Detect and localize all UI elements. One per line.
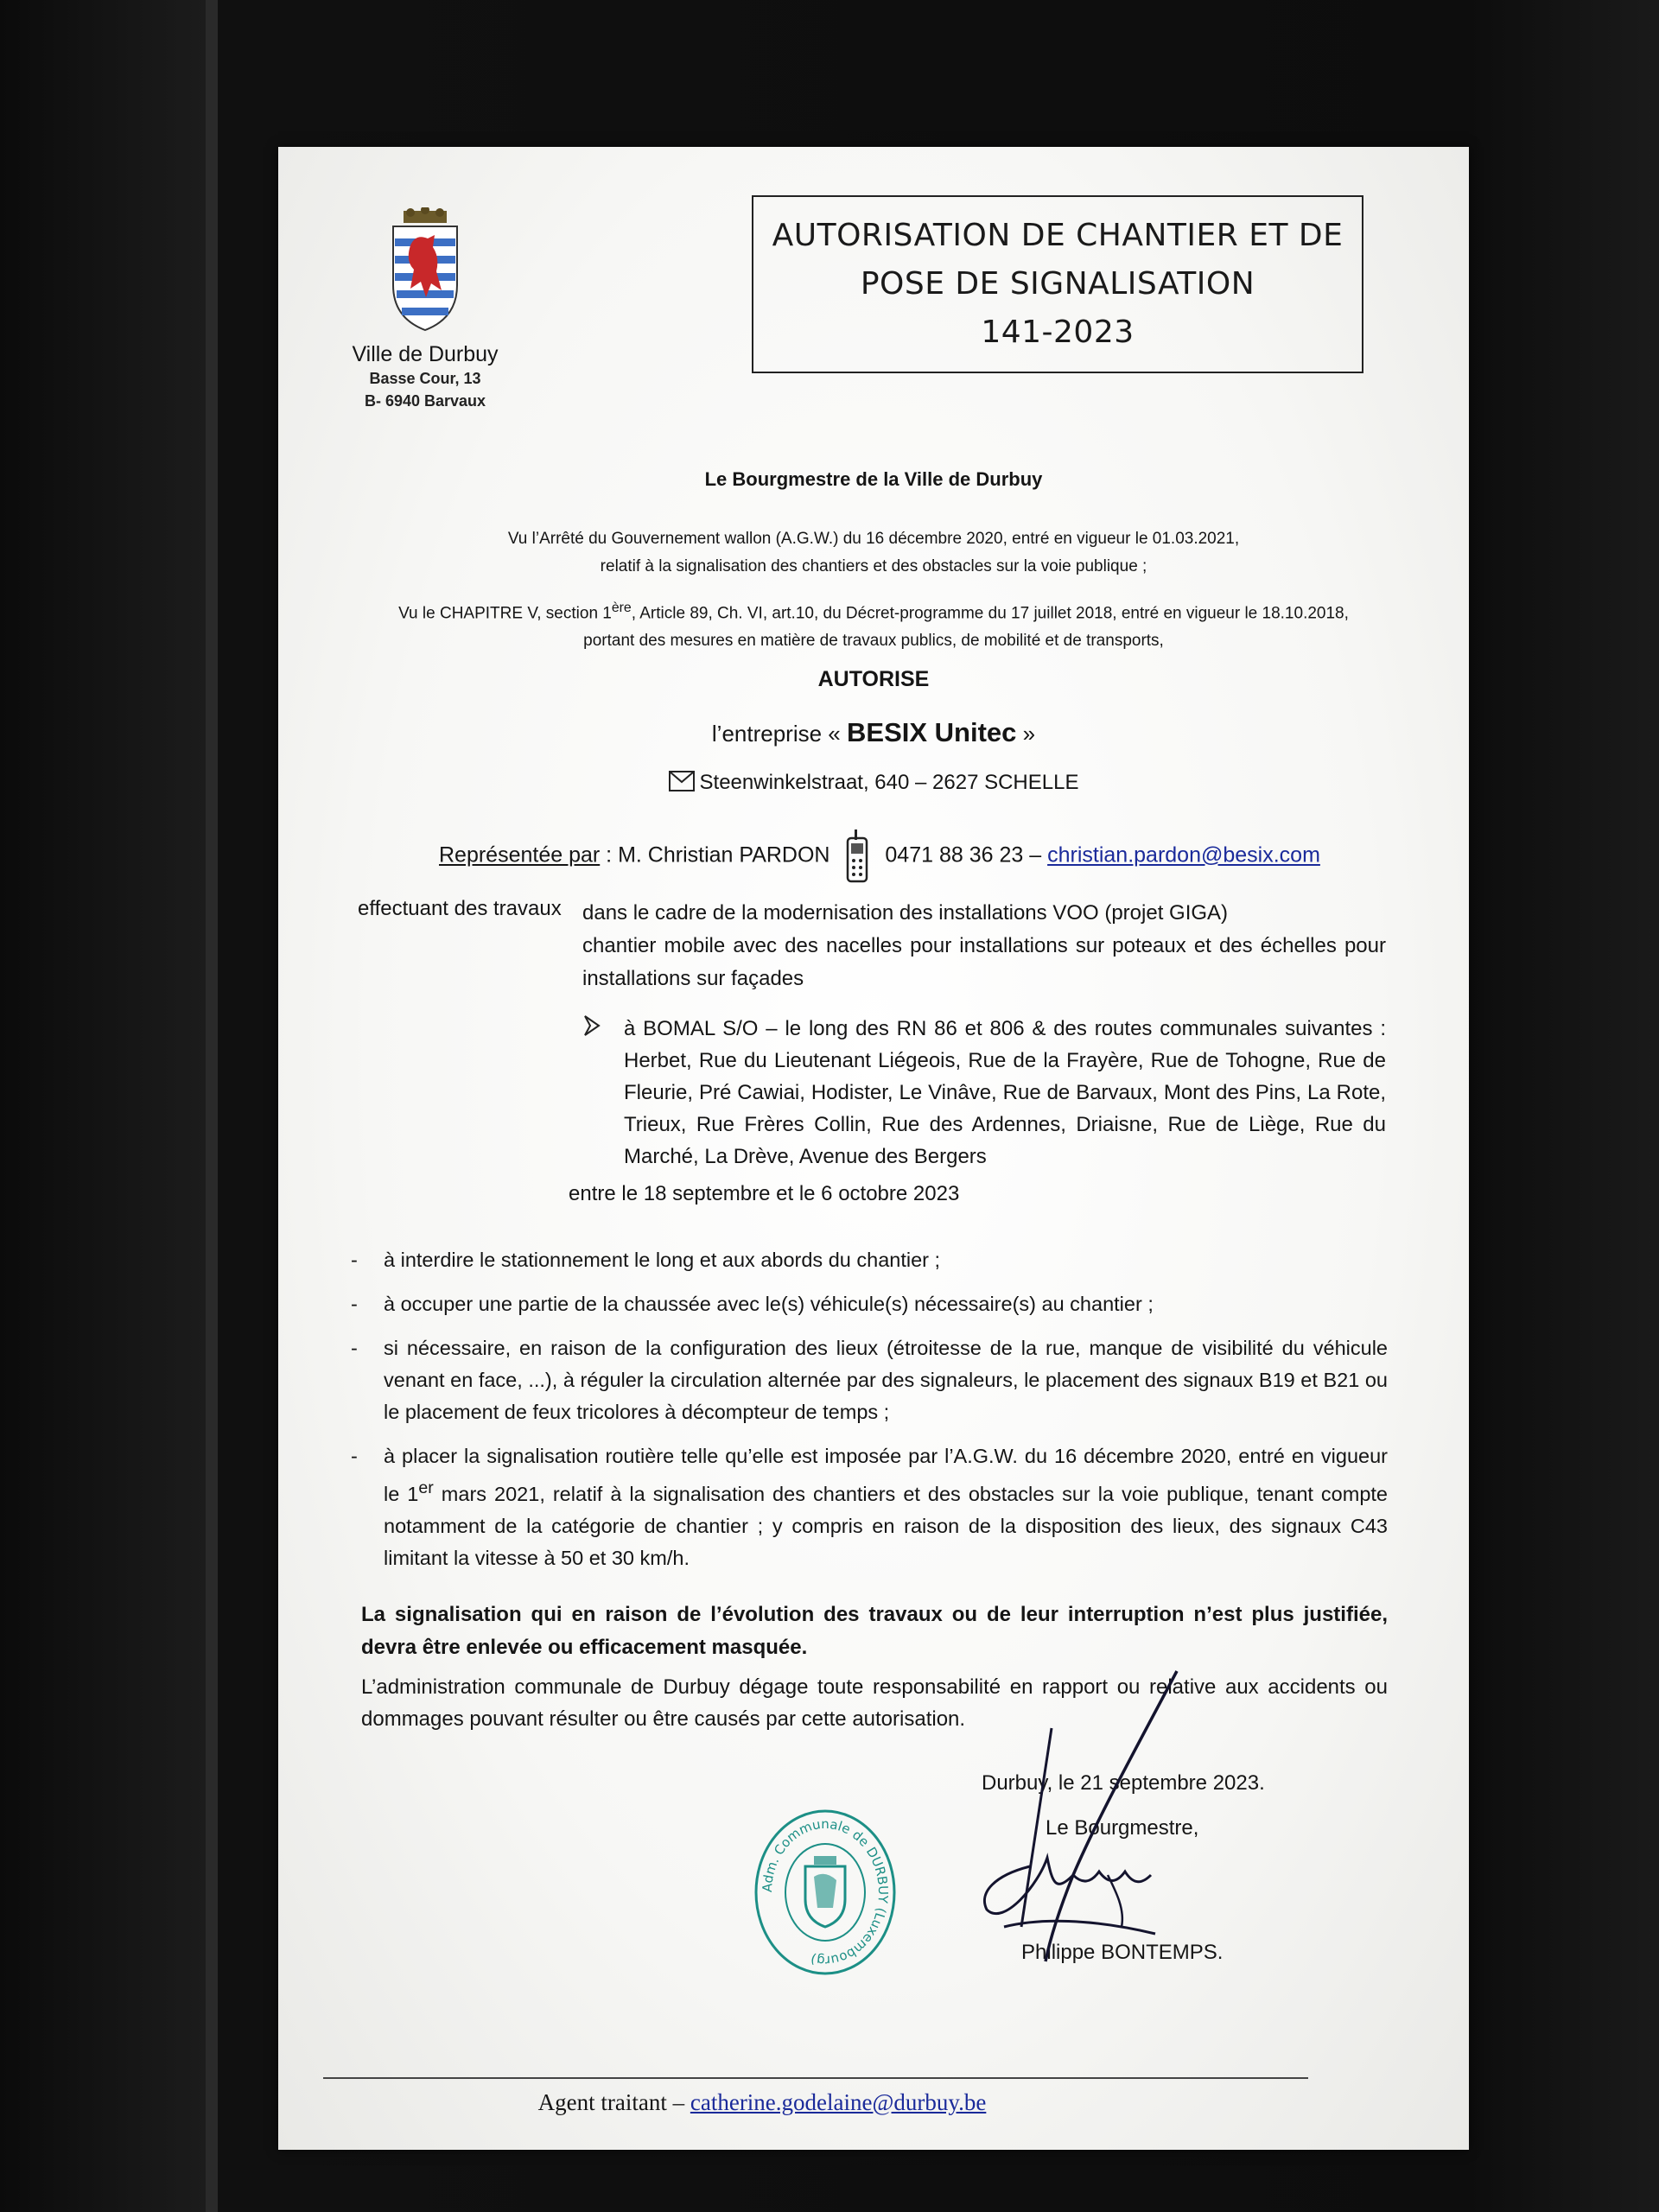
- signage-removal-notice: La signalisation qui en raison de l’évolution des travaux ou de leur interruption n’est plus justifiée, devra être enlevée ou efficacement masquée.: [361, 1603, 1388, 1659]
- town-address-line2: B- 6940 Barvaux: [364, 392, 486, 410]
- coat-of-arms-icon: [386, 207, 464, 337]
- measure4-pre: à placer la signalisation routière telle qu’elle est imposée par l’A.G.W. du 16 décembre 2020, entré en vigueur le 1: [384, 1445, 1388, 1505]
- document-title-box: [752, 195, 1363, 373]
- envelope-icon: [669, 771, 695, 791]
- place-date: Durbuy, le 21 septembre 2023.: [982, 1771, 1265, 1795]
- works-label: effectuant des travaux: [358, 897, 562, 920]
- considerant2-pre: Vu le CHAPITRE V, section 1: [398, 604, 612, 623]
- measure4-post: mars 2021, relatif à la signalisation des chantiers et des obstacles sur la voie publique, tenant compte notamment de la catégorie de chantier ; y compris en raison de la disposition des lieux, des signaux C43 limitant la vitesse à 50 et 30 km/h.: [384, 1482, 1388, 1569]
- location-bullet: [582, 1013, 1386, 1173]
- measure-item: - à occuper une partie de la chaussée avec le(s) véhicule(s) nécessaire(s) au chantier ;: [351, 1288, 1388, 1320]
- footer-divider: [323, 2077, 1308, 2079]
- company-address-line: [278, 771, 1469, 795]
- represented-label: Représentée par: [439, 842, 601, 868]
- location-text: à BOMAL S/O – le long des RN 86 et 806 & des routes communales suivantes : Herbet, Rue du Lieutenant Liégeois, Rue de la Frayère, Rue de Tohogne, Rue de Fleurie, Pré Cawiai, Hodister, Le Vinâve, Rue de Barvaux, Mont des Pins, La Rote, Trieux, Rue Frères Collin, Rue des Ardennes, Driaisne, Rue de Liège, Rue du Marché, La Drève, Avenue des Bergers: [624, 1017, 1386, 1168]
- company-line: [278, 717, 1469, 748]
- footer-email-link[interactable]: catherine.godelaine@durbuy.be: [690, 2089, 987, 2115]
- letterhead: [313, 207, 537, 412]
- company-prefix: l’entreprise: [711, 721, 823, 747]
- handwritten-signature-icon: [969, 1668, 1185, 1970]
- frame-edge: [206, 0, 218, 2212]
- company-open-quote: «: [828, 721, 841, 747]
- authorization-document: [278, 147, 1469, 2150]
- representative-phone: 0471 88 36 23: [885, 842, 1024, 868]
- considerant-agw: [278, 525, 1469, 581]
- measure-item: [351, 1440, 1388, 1574]
- title-line1: AUTORISATION DE CHANTIER ET DE: [772, 218, 1344, 253]
- company-address: Steenwinkelstraat, 640 – 2627 SCHELLE: [699, 771, 1079, 794]
- footer-label: Agent traitant –: [537, 2089, 690, 2115]
- mobile-phone-icon: [846, 830, 868, 883]
- considerant2-line1: [278, 594, 1469, 627]
- measure4-sup: er: [418, 1478, 434, 1497]
- title-number: 141-2023: [981, 315, 1135, 350]
- considerant2-line2: portant des mesures en matière de travaux publics, de mobilité et de transports,: [583, 632, 1164, 651]
- represented-colon: :: [600, 842, 619, 868]
- representative-dash: –: [1023, 842, 1042, 868]
- town-address-line1: Basse Cour, 13: [369, 370, 481, 387]
- municipal-stamp-icon: [752, 1806, 899, 1979]
- measure-item: - à interdire le stationnement le long et aux abords du chantier ;: [351, 1244, 1388, 1276]
- considerant-decree: [278, 594, 1469, 655]
- footer: [278, 2089, 1246, 2116]
- responsibility-notice: L’administration communale de Durbuy dégage toute responsabilité en rapport ou relative aux accidents ou dommages pouvant résulter ou être causés par cette autorisation.: [361, 1675, 1388, 1731]
- works-dates: entre le 18 septembre et le 6 octobre 2023: [569, 1182, 960, 1205]
- considerant2-sup: ère: [611, 601, 632, 615]
- considerant1-line1: Vu l’Arrêté du Gouvernement wallon (A.G.W.) du 16 décembre 2020, entré en vigueur le 01.03.2021,: [507, 530, 1240, 548]
- considerant2-post: , Article 89, Ch. VI, art.10, du Décret-programme du 17 juillet 2018, entré en vigueur le 18.10.2018,: [631, 604, 1349, 623]
- arrow-bullet-icon: [582, 1013, 601, 1039]
- representative-email-link[interactable]: christian.pardon@besix.com: [1047, 842, 1320, 868]
- company-name: BESIX Unitec: [847, 717, 1017, 747]
- mayor-name: Philippe BONTEMPS.: [1021, 1941, 1224, 1964]
- representative-name: M. Christian PARDON: [618, 842, 830, 868]
- works-line2: chantier mobile avec des nacelles pour installations sur poteaux et des échelles pour installations sur façades: [582, 934, 1386, 990]
- measures-list: [351, 1244, 1388, 1586]
- measure-item: - si nécessaire, en raison de la configuration des lieux (étroitesse de la rue, manque de visibilité du véhicule venant en face, ...), à réguler la circulation alternée par des signaleurs, le placement des signaux B19 et B21 ou le placement de feux tricolores à décompteur de temps ;: [351, 1332, 1388, 1428]
- title-line2: POSE DE SIGNALISATION: [860, 266, 1255, 302]
- works-line1: dans le cadre de la modernisation des installations VOO (projet GIGA): [582, 901, 1229, 925]
- works-description: [582, 897, 1386, 995]
- company-close-quote: »: [1022, 721, 1036, 747]
- issuer-heading: Le Bourgmestre de la Ville de Durbuy: [704, 468, 1043, 490]
- considerant1-line2: relatif à la signalisation des chantiers et des obstacles sur la voie publique ;: [600, 557, 1147, 575]
- mayor-title: Le Bourgmestre,: [1046, 1816, 1199, 1840]
- town-name: Ville de Durbuy: [352, 342, 499, 366]
- stamp-text: Adm. Communale de DURBUY (Luxembourg): [759, 1815, 892, 1969]
- authorize-heading: AUTORISE: [817, 667, 930, 691]
- representative-line: [439, 830, 1320, 883]
